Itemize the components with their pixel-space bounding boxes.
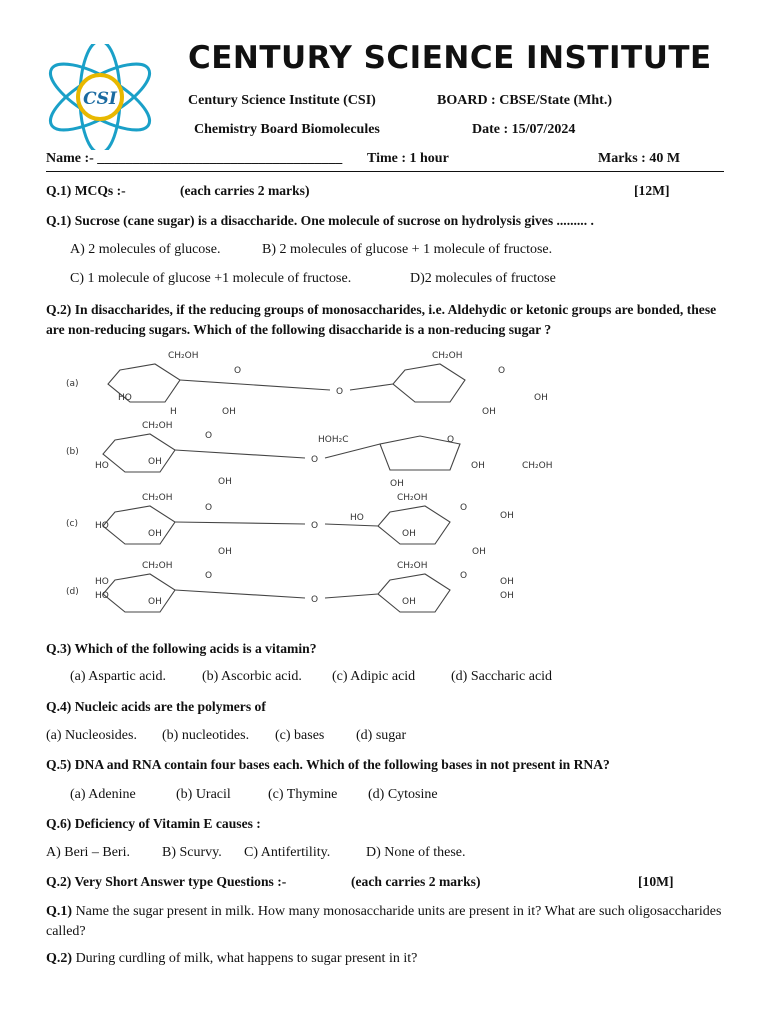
mcq-6-option-d: D) None of these. (366, 845, 466, 860)
svg-text:O: O (205, 571, 213, 581)
mcq-question-1: Q.1) Sucrose (cane sugar) is a disaccharide. One molecule of sucrose on hydrolysis gives ......... . (46, 213, 594, 228)
mcq-5-option-c: (c) Thymine (268, 787, 338, 802)
mcq-note: (each carries 2 marks) (180, 183, 310, 198)
svg-text:HO: HO (95, 461, 109, 471)
svg-text:CH₂OH: CH₂OH (142, 493, 173, 503)
mcq-3-option-c: (c) Adipic acid (332, 669, 416, 684)
svg-text:OH: OH (148, 529, 162, 539)
svg-text:CH₂OH: CH₂OH (432, 351, 463, 361)
svg-text:O: O (498, 366, 506, 376)
mcq-question-2: Q.2) In disaccharides, if the reducing groups of monosaccharides, i.e. Aldehydic or ketonic groups are bonded, these are non-reducing sugars. Which of the following disaccharide is a non-reducing sugar ? (46, 302, 717, 337)
svg-text:OH: OH (471, 461, 485, 471)
svg-text:OH: OH (534, 393, 548, 403)
svg-text:OH: OH (402, 529, 416, 539)
csi-logo (40, 44, 160, 150)
vsa-question-1-number: Q.1) (46, 904, 73, 919)
mcq-6-option-b: B) Scurvy. (162, 845, 222, 860)
figure-label-a: (a) (66, 379, 79, 389)
svg-text:OH: OH (482, 407, 496, 417)
vsa-note: (each carries 2 marks) (351, 874, 481, 889)
institute-name: Century Science Institute (CSI) (188, 93, 376, 108)
mcq-1-option-b: B) 2 molecules of glucose + 1 molecule of fructose. (262, 242, 553, 257)
figure-label-d: (d) (66, 587, 79, 597)
svg-text:O: O (460, 571, 468, 581)
mcq-heading: Q.1) MCQs :- (46, 183, 126, 198)
mcq-4-option-d: (d) sugar (356, 728, 407, 743)
svg-text:OH: OH (218, 547, 232, 557)
svg-text:CH₂OH: CH₂OH (142, 421, 173, 431)
vsa-question-2-text: During curdling of milk, what happens to sugar present in it? (75, 951, 418, 966)
svg-text:CH₂OH: CH₂OH (522, 461, 553, 471)
exam-time: Time : 1 hour (367, 151, 449, 166)
mcq-1-option-c: C) 1 molecule of glucose +1 molecule of fructose. (70, 271, 352, 286)
svg-text:O: O (336, 387, 344, 397)
figure-label-b: (b) (66, 447, 79, 457)
svg-text:HO: HO (350, 513, 364, 523)
subject-info: Chemistry Board Biomolecules (194, 122, 380, 137)
disaccharide-structures-figure (60, 340, 580, 620)
svg-text:HOH₂C: HOH₂C (318, 435, 349, 445)
mcq-6-option-c: C) Antifertility. (244, 845, 331, 860)
svg-text:OH: OH (500, 591, 514, 601)
mcq-question-5: Q.5) DNA and RNA contain four bases each. Which of the following bases in not present in RNA? (46, 757, 610, 772)
vsa-heading: Q.2) Very Short Answer type Questions :- (46, 874, 287, 889)
mcq-4-option-c: (c) bases (275, 728, 325, 743)
vsa-question-2-number: Q.2) (46, 951, 73, 966)
mcq-4-option-b: (b) nucleotides. (162, 728, 250, 743)
mcq-marks: [12M] (634, 183, 670, 198)
mcq-4-option-a: (a) Nucleosides. (46, 728, 137, 743)
page-title: CENTURY SCIENCE INSTITUTE (188, 40, 712, 76)
svg-text:O: O (311, 455, 319, 465)
svg-text:O: O (311, 521, 319, 531)
svg-text:CH₂OH: CH₂OH (142, 561, 173, 571)
svg-text:HO: HO (95, 521, 109, 531)
svg-text:OH: OH (500, 577, 514, 587)
svg-text:CH₂OH: CH₂OH (397, 561, 428, 571)
mcq-3-option-b: (b) Ascorbic acid. (202, 669, 302, 684)
svg-text:OH: OH (402, 597, 416, 607)
mcq-6-option-a: A) Beri – Beri. (46, 845, 130, 860)
exam-date: Date : 15/07/2024 (472, 122, 576, 137)
svg-text:CH₂OH: CH₂OH (168, 351, 199, 361)
svg-text:OH: OH (222, 407, 236, 417)
vsa-question-1-text: Name the sugar present in milk. How many monosaccharide units are present in it? What are such oligosaccharides called? (46, 904, 722, 939)
vsa-question-2 (46, 951, 417, 967)
svg-text:OH: OH (500, 511, 514, 521)
svg-text:O: O (205, 503, 213, 513)
mcq-question-6: Q.6) Deficiency of Vitamin E causes : (46, 816, 261, 831)
mcq-5-option-b: (b) Uracil (176, 787, 231, 802)
mcq-question-4: Q.4) Nucleic acids are the polymers of (46, 699, 266, 714)
svg-text:OH: OH (218, 477, 232, 487)
figure-label-c: (c) (66, 519, 78, 529)
svg-text:OH: OH (148, 597, 162, 607)
mcq-3-option-d: (d) Saccharic acid (451, 669, 553, 684)
svg-text:O: O (447, 435, 455, 445)
mcq-3-option-a: (a) Aspartic acid. (70, 669, 167, 684)
name-field: Name :- ___________________________________ (46, 151, 343, 166)
svg-text:HO: HO (95, 577, 109, 587)
mcq-5-option-a: (a) Adenine (70, 787, 136, 802)
svg-text:H: H (170, 407, 177, 417)
mcq-1-option-a: A) 2 molecules of glucose. (70, 242, 221, 257)
svg-text:O: O (205, 431, 213, 441)
vsa-question-1 (46, 902, 726, 942)
svg-text:CH₂OH: CH₂OH (397, 493, 428, 503)
board-info: BOARD : CBSE/State (Mht.) (437, 93, 612, 108)
svg-text:HO: HO (118, 393, 132, 403)
mcq-1-option-d: D)2 molecules of fructose (410, 271, 556, 286)
svg-text:HO: HO (95, 591, 109, 601)
svg-text:OH: OH (472, 547, 486, 557)
svg-text:O: O (311, 595, 319, 605)
svg-text:OH: OH (148, 457, 162, 467)
svg-text:O: O (234, 366, 242, 376)
svg-text:CSI: CSI (83, 89, 117, 109)
header-divider (46, 171, 724, 172)
vsa-marks: [10M] (638, 874, 674, 889)
svg-text:OH: OH (390, 479, 404, 489)
mcq-5-option-d: (d) Cytosine (368, 787, 438, 802)
mcq-question-3: Q.3) Which of the following acids is a vitamin? (46, 641, 317, 656)
svg-text:O: O (460, 503, 468, 513)
total-marks: Marks : 40 M (598, 151, 681, 166)
